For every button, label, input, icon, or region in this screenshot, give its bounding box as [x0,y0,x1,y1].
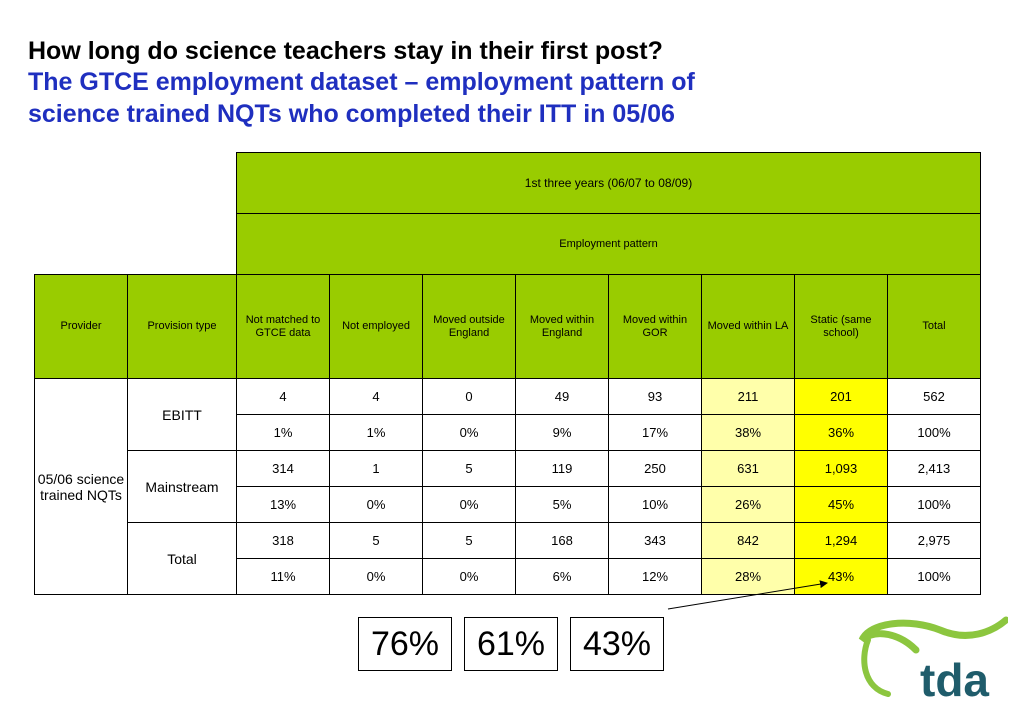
table-cell: 49 [516,379,609,415]
summary-box-3: 43% [570,617,664,671]
table-cell: 0 [423,379,516,415]
column-header-moved-within-gor: Moved within GOR [609,275,702,379]
table-cell: 36% [795,415,888,451]
table-cell: 2,413 [888,451,981,487]
table-cell: 1,093 [795,451,888,487]
table-cell: 201 [795,379,888,415]
table-cell: 11% [237,559,330,595]
table-cell: 1 [330,451,423,487]
title-subtitle-line-2: science trained NQTs who completed their ITT in 05/06 [28,100,675,128]
table-cell: 1% [237,415,330,451]
table-cell: 93 [609,379,702,415]
column-header-total: Total [888,275,981,379]
table-cell: 343 [609,523,702,559]
table-cell: 43% [795,559,888,595]
table-cell: 0% [423,559,516,595]
table-cell: 17% [609,415,702,451]
table-cell: 12% [609,559,702,595]
provision-type-cell: EBITT [128,379,237,451]
column-header-not-employed: Not employed [330,275,423,379]
table-cell: 5% [516,487,609,523]
table-cell: 211 [702,379,795,415]
table-cell: 318 [237,523,330,559]
table-cell: 250 [609,451,702,487]
provision-type-cell: Total [128,523,237,595]
table-cell: 5 [330,523,423,559]
column-header-provision-type: Provision type [128,275,237,379]
table-cell: 0% [330,487,423,523]
table-cell: 45% [795,487,888,523]
table-cell: 38% [702,415,795,451]
provider-cell: 05/06 science trained NQTs [35,379,128,595]
provision-type-cell: Mainstream [128,451,237,523]
table-cell: 2,975 [888,523,981,559]
table-cell: 4 [330,379,423,415]
table-cell: 119 [516,451,609,487]
table-cell: 0% [423,415,516,451]
table-cell: 0% [423,487,516,523]
column-header-not-matched: Not matched to GTCE data [237,275,330,379]
table-cell: 1,294 [795,523,888,559]
table-cell: 631 [702,451,795,487]
column-header-provider: Provider [35,275,128,379]
summary-box-2: 61% [464,617,558,671]
table-cell: 5 [423,523,516,559]
column-header-moved-outside-england: Moved outside England [423,275,516,379]
table-cell: 100% [888,415,981,451]
table-cell: 0% [330,559,423,595]
table-cell: 100% [888,487,981,523]
period-header: 1st three years (06/07 to 08/09) [237,153,981,214]
table-cell: 10% [609,487,702,523]
table-cell: 13% [237,487,330,523]
logo-text: tda [920,654,989,705]
tda-logo [858,610,1008,705]
table-cell: 9% [516,415,609,451]
table-cell: 5 [423,451,516,487]
title-subtitle-line-1: The GTCE employment dataset – employment pattern of [28,68,695,96]
employment-pattern-header: Employment pattern [237,214,981,275]
table-cell: 6% [516,559,609,595]
table-cell: 100% [888,559,981,595]
table-cell: 1% [330,415,423,451]
column-header-moved-within-la: Moved within LA [702,275,795,379]
summary-box-1: 76% [358,617,452,671]
table-cell: 314 [237,451,330,487]
table-cell: 28% [702,559,795,595]
table-cell: 26% [702,487,795,523]
table-cell: 168 [516,523,609,559]
table-cell: 842 [702,523,795,559]
column-header-static: Static (same school) [795,275,888,379]
column-header-moved-within-england: Moved within England [516,275,609,379]
table-cell: 562 [888,379,981,415]
table-cell: 4 [237,379,330,415]
title-question: How long do science teachers stay in their first post? [28,37,663,65]
